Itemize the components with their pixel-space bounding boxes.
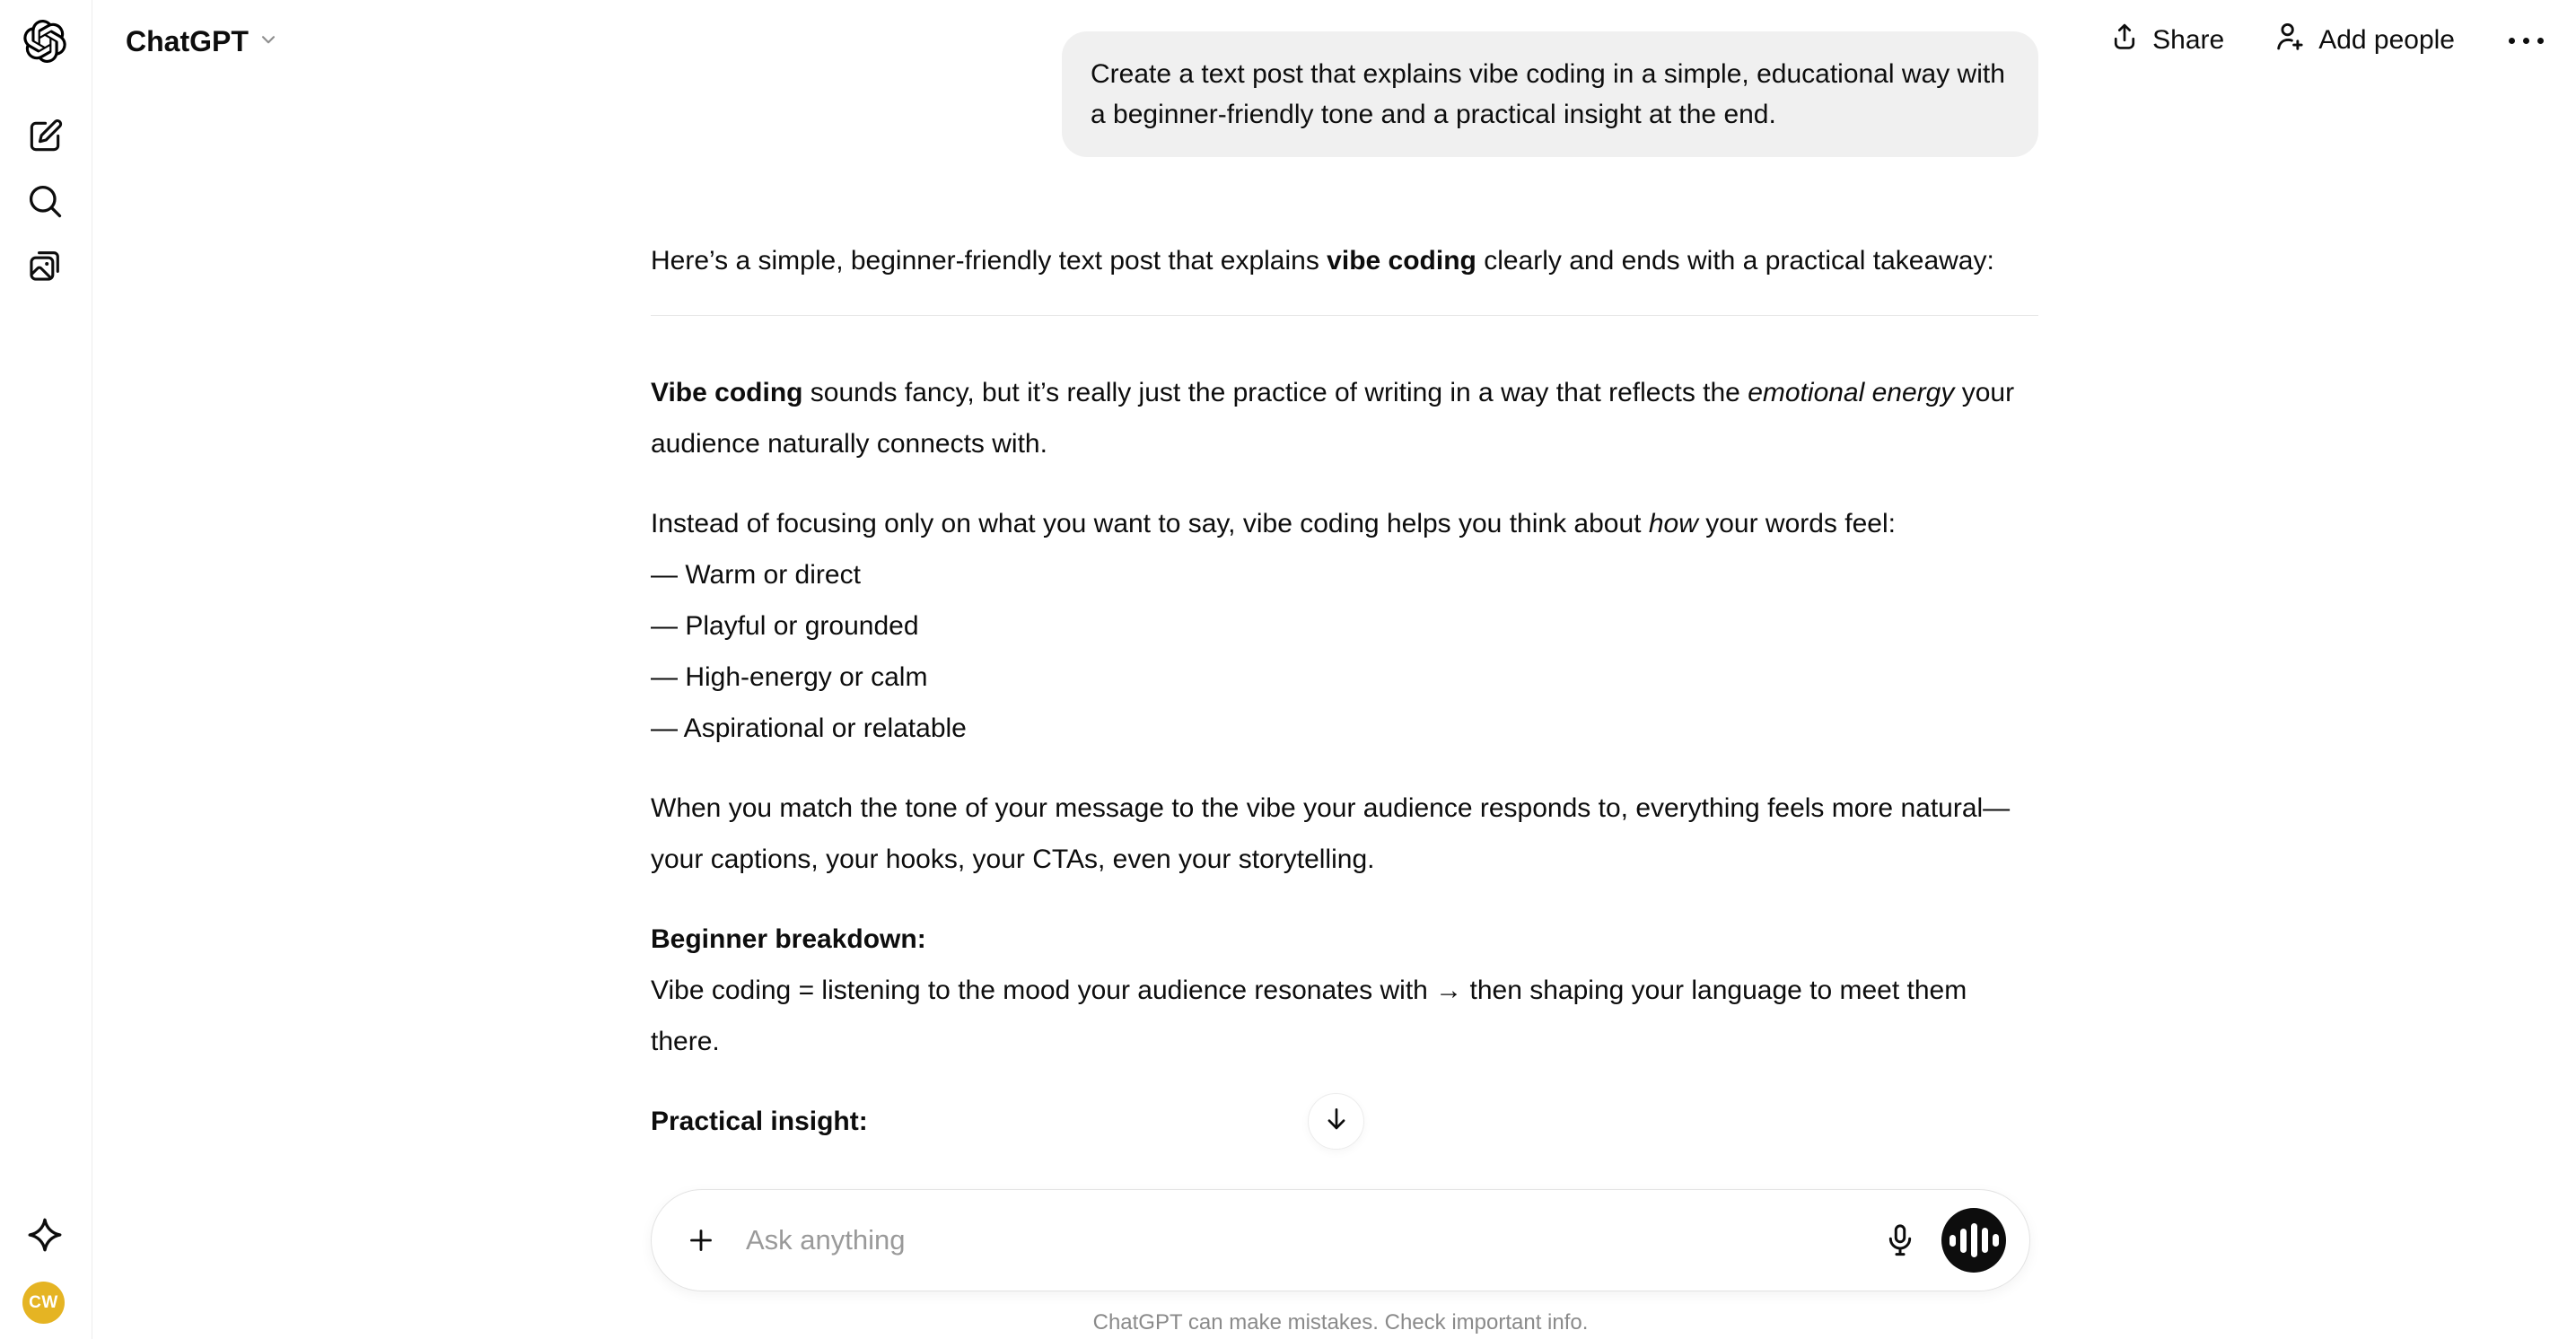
page-title: ChatGPT: [126, 25, 249, 57]
search-icon[interactable]: [23, 179, 66, 223]
composer: [651, 1189, 2030, 1291]
disclaimer-text: ChatGPT can make mistakes. Check important info.: [1092, 1310, 1589, 1335]
share-label: Share: [2152, 25, 2225, 55]
add-people-button[interactable]: [2273, 20, 2455, 61]
avatar-initials: CW: [29, 1292, 58, 1312]
share-button[interactable]: [2108, 21, 2224, 60]
sidebar: [0, 0, 92, 1339]
add-people-icon: [2273, 20, 2307, 61]
user-message-text: Create a text post that explains vibe coding in a simple, educational way with a beginner-friendly tone and a practical insight at the end.: [1091, 59, 2005, 129]
model-switcher[interactable]: [120, 22, 285, 62]
user-message-bubble: [1062, 31, 2038, 157]
message-paragraph: When you match the tone of your message to the vibe your audience responds to, everything feels more natural—your captions, your hooks, your CTAs, even your storytelling.: [651, 793, 2011, 874]
add-people-label: Add people: [2318, 25, 2455, 55]
scroll-to-bottom-button[interactable]: [1308, 1093, 1364, 1150]
message-paragraph: Beginner breakdown: Vibe coding = listening to the mood your audience resonates with → then shaping your language to meet them there.: [651, 924, 1967, 1056]
message-input[interactable]: [744, 1223, 1879, 1257]
waveform-icon: [1950, 1235, 1956, 1247]
microphone-button[interactable]: [1879, 1219, 1922, 1262]
chevron-down-icon: [257, 28, 280, 56]
arrow-down-icon: [1321, 1104, 1352, 1139]
message-paragraph: Practical insight:: [651, 1107, 868, 1136]
openai-logo-icon[interactable]: [23, 20, 66, 63]
sparkle-icon[interactable]: [23, 1213, 66, 1256]
message-paragraph: Vibe coding sounds fancy, but it’s really just the practice of writing in a way that reflects the emotional energy your audience naturally connects with.: [651, 378, 2015, 459]
message-divider: [651, 315, 2038, 316]
assistant-message: [651, 235, 2038, 1176]
new-chat-icon[interactable]: [23, 115, 66, 158]
header-actions: [2108, 20, 2549, 61]
attach-plus-button[interactable]: [681, 1221, 721, 1260]
more-options-button[interactable]: [2503, 32, 2549, 49]
voice-mode-button[interactable]: [1941, 1208, 2006, 1273]
message-paragraph: Instead of focusing only on what you want to say, vibe coding helps you think about how your words feel: — Warm or direct — Playful or grounded — High-energy or calm — Aspirational or relatable: [651, 509, 1896, 743]
message-paragraph: Here’s a simple, beginner-friendly text post that explains vibe coding clearly and ends with a practical takeaway:: [651, 246, 1994, 276]
avatar[interactable]: [22, 1282, 65, 1324]
share-icon: [2108, 21, 2141, 60]
library-icon[interactable]: [23, 244, 66, 287]
